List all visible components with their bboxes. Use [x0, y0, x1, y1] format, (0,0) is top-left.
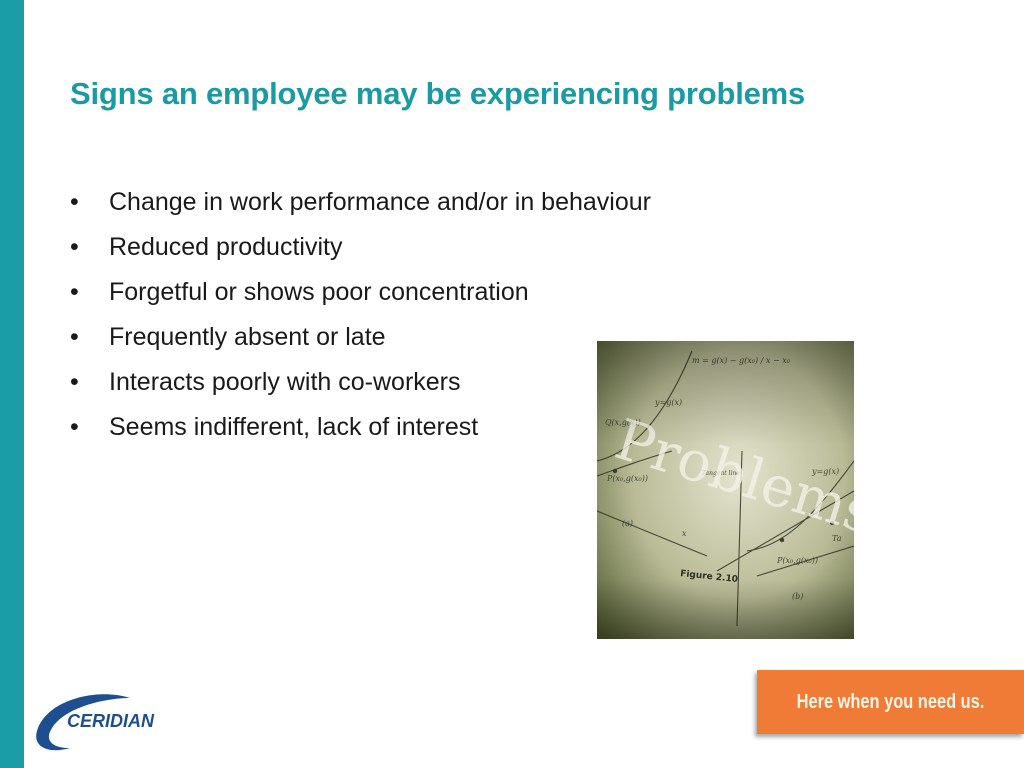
- bullet-text: Interacts poorly with co-workers: [109, 368, 461, 396]
- bullet-text: Reduced productivity: [109, 233, 343, 261]
- problems-photo: [597, 341, 854, 639]
- tagline-banner: [757, 670, 1024, 734]
- tagline-text: Here when you need us.: [796, 690, 985, 713]
- slide-title: Signs an employee may be experiencing problems: [70, 76, 806, 111]
- bullet-text: Frequently absent or late: [109, 323, 386, 351]
- bullet-text: Seems indifferent, lack of interest: [109, 413, 479, 441]
- logo-text: CERIDIAN: [67, 711, 155, 731]
- bullet-icon: •: [70, 278, 79, 306]
- bullet-icon: •: [70, 233, 79, 261]
- left-accent-bar: [0, 0, 24, 768]
- bullet-icon: •: [70, 413, 79, 441]
- bullet-text: Forgetful or shows poor concentration: [109, 278, 529, 306]
- ceridian-logo: [30, 690, 190, 756]
- bullet-icon: •: [70, 368, 79, 396]
- bullet-text: Change in work performance and/or in behaviour: [109, 188, 651, 216]
- bullet-icon: •: [70, 323, 79, 351]
- bullet-icon: •: [70, 188, 79, 216]
